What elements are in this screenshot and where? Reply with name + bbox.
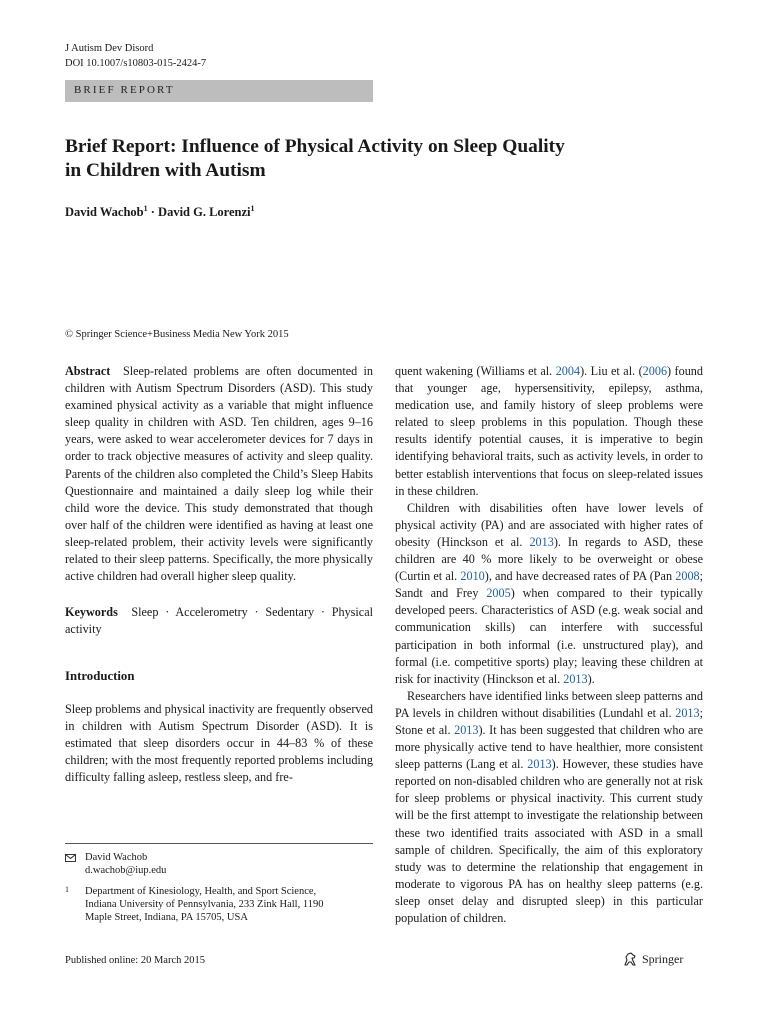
paragraph (395, 500, 703, 688)
paragraph-text: ). Liu et al. ( (580, 364, 643, 378)
author-list (65, 204, 255, 220)
article-title (65, 135, 705, 183)
section-label: BRIEF REPORT (74, 84, 175, 96)
abstract (65, 363, 373, 585)
paragraph-text: ) found that younger age, hypersensitivity, epilepsy, asthma, medication use, and family history of sleep problems were related to sleep problems in this population. Though these results identify potential causes, it is imperative to begin identifying behavioral traits, such as activity levels, in order to better establish interventions that focus on sleep-related issues in these children. (395, 364, 703, 498)
introduction-heading (65, 669, 134, 684)
publisher-name: Springer (642, 951, 684, 966)
title-line-2: in Children with Autism (65, 160, 266, 181)
affiliation-footnote (65, 885, 373, 924)
citation-link[interactable]: 2006 (642, 364, 668, 378)
footnote-divider (65, 843, 373, 844)
citation-link[interactable]: 2013 (675, 705, 700, 720)
author-name: David Wachob (65, 205, 144, 220)
citation-link[interactable]: 2004 (555, 364, 581, 378)
corresponding-author (65, 851, 373, 877)
citation-link[interactable]: 2013 (454, 722, 479, 737)
copyright: © Springer Science+Business Media New York 2015 (65, 329, 289, 340)
paragraph-text: ) when compared to their typically developed peers. Characteristics of ASD (e.g. weak social and communication skills) can interfere with successful participation in both informal (i.e. unstructured play), and formal (i.e. competitive sports) play; leaving these children at risk for inactivity (Hinckson et al. (395, 586, 703, 686)
keywords-text: Sleep · Accelerometry · Sedentary · Physical activity (65, 605, 373, 637)
citation-link[interactable]: 2010 (460, 569, 485, 584)
right-column (395, 363, 703, 927)
citation-link[interactable]: 2008 (675, 569, 700, 584)
paragraph-text: ), and have decreased rates of PA (Pan (484, 569, 676, 584)
envelope-icon (65, 854, 76, 862)
publisher-logo (622, 951, 683, 967)
contact-email[interactable]: d.wachob@iup.edu (85, 865, 167, 876)
doi: DOI 10.1007/s10803-015-2424-7 (65, 58, 207, 69)
keywords-label: Keywords (65, 605, 118, 619)
citation-link[interactable]: 2013 (527, 757, 552, 772)
affiliation-marker: 1 (250, 204, 255, 213)
paragraph-text: Researchers have identified links between sleep patterns and PA levels in children without disabilities (Lundahl et al. (395, 688, 703, 720)
published-date: Published online: 20 March 2015 (65, 955, 205, 966)
title-line-1: Brief Report: Influence of Physical Activity on Sleep Quality (65, 136, 565, 157)
abstract-text: Sleep-related problems are often documented in children with Autism Spectrum Disorders (ASD). This study examined physical activity as a variable that might influence sleep quality in children with ASD. Ten children, ages 9–16 years, were asked to wear accelerometer devices for 7 days in order to track objective measures of activity and sleep quality. Parents of the children also completed the Child’s Sleep Habits Questionnaire and maintained a daily sleep log while their child wore the device. This study demonstrated that though over half of the children were identified as having at least one sleep-related problem, their activity levels were significantly related to their sleep patterns. Specifically, the more physically active children had overall higher sleep quality. (65, 364, 374, 584)
paragraph-text: ). In regards to ASD, these children are 40 % more likely to be overweight or obese (Curtin et al. (395, 534, 703, 584)
paragraph-text: ; Stone et al. (395, 705, 703, 737)
author-name: David G. Lorenzi (158, 205, 251, 220)
paragraph-text: quent wakening (Williams et al. (395, 364, 556, 378)
paragraph (395, 688, 703, 927)
section-banner (65, 80, 373, 102)
paragraph-text: ). (587, 671, 595, 686)
author-separator: · (147, 205, 159, 220)
paragraph (395, 363, 703, 500)
contact-name: David Wachob (85, 852, 148, 863)
affiliation-line: Department of Kinesiology, Health, and Sport Science, (85, 886, 317, 897)
abstract-label: Abstract (65, 364, 111, 378)
citation-link[interactable]: 2013 (529, 534, 554, 549)
introduction-paragraph (65, 701, 373, 786)
affiliation-number: 1 (65, 885, 69, 894)
section-heading: Introduction (65, 669, 135, 683)
affiliation-line: Maple Street, Indiana, PA 15705, USA (85, 912, 248, 923)
keywords (65, 604, 373, 638)
affiliation-marker: 1 (143, 204, 148, 213)
paragraph-text: Sleep problems and physical inactivity are frequently observed in children with Autism Spectrum Disorder (ASD). It is estimated that sleep disorders occur in 44–83 % of these children; with the most frequently reported problems including difficulty falling asleep, restless sleep, and fre- (65, 702, 373, 785)
citation-link[interactable]: 2013 (563, 671, 588, 686)
paragraph-text: ). It has been suggested that children who are more physically active tend to have healthier, more consistent sleep patterns (Lang et al. (395, 722, 703, 772)
paragraph-text: ). However, these studies have reported on non-disabled children who are generally not at risk for sleep problems or physical inactivity. This current study will be the first attempt to investigate the relationship between these two identified traits associated with ASD in a small sample of children. Specifically, the aim of this exploratory study was to determine the relationship that engagement in moderate to vigorous PA has on healthy sleep patterns (e.g. sleep onset delay and disrupted sleep) in this particular population of children. (395, 757, 703, 925)
springer-horse-icon (622, 951, 638, 967)
paragraph-text: Children with disabilities often have lower levels of physical activity (PA) and are associated with higher rates of obesity (Hinckson et al. (395, 500, 703, 549)
affiliation-line: Indiana University of Pennsylvania, 233 Zink Hall, 1190 (85, 899, 324, 910)
paragraph-text: ; Sandt and Frey (395, 569, 704, 601)
journal-name: J Autism Dev Disord (65, 43, 154, 54)
citation-link[interactable]: 2005 (486, 586, 511, 601)
